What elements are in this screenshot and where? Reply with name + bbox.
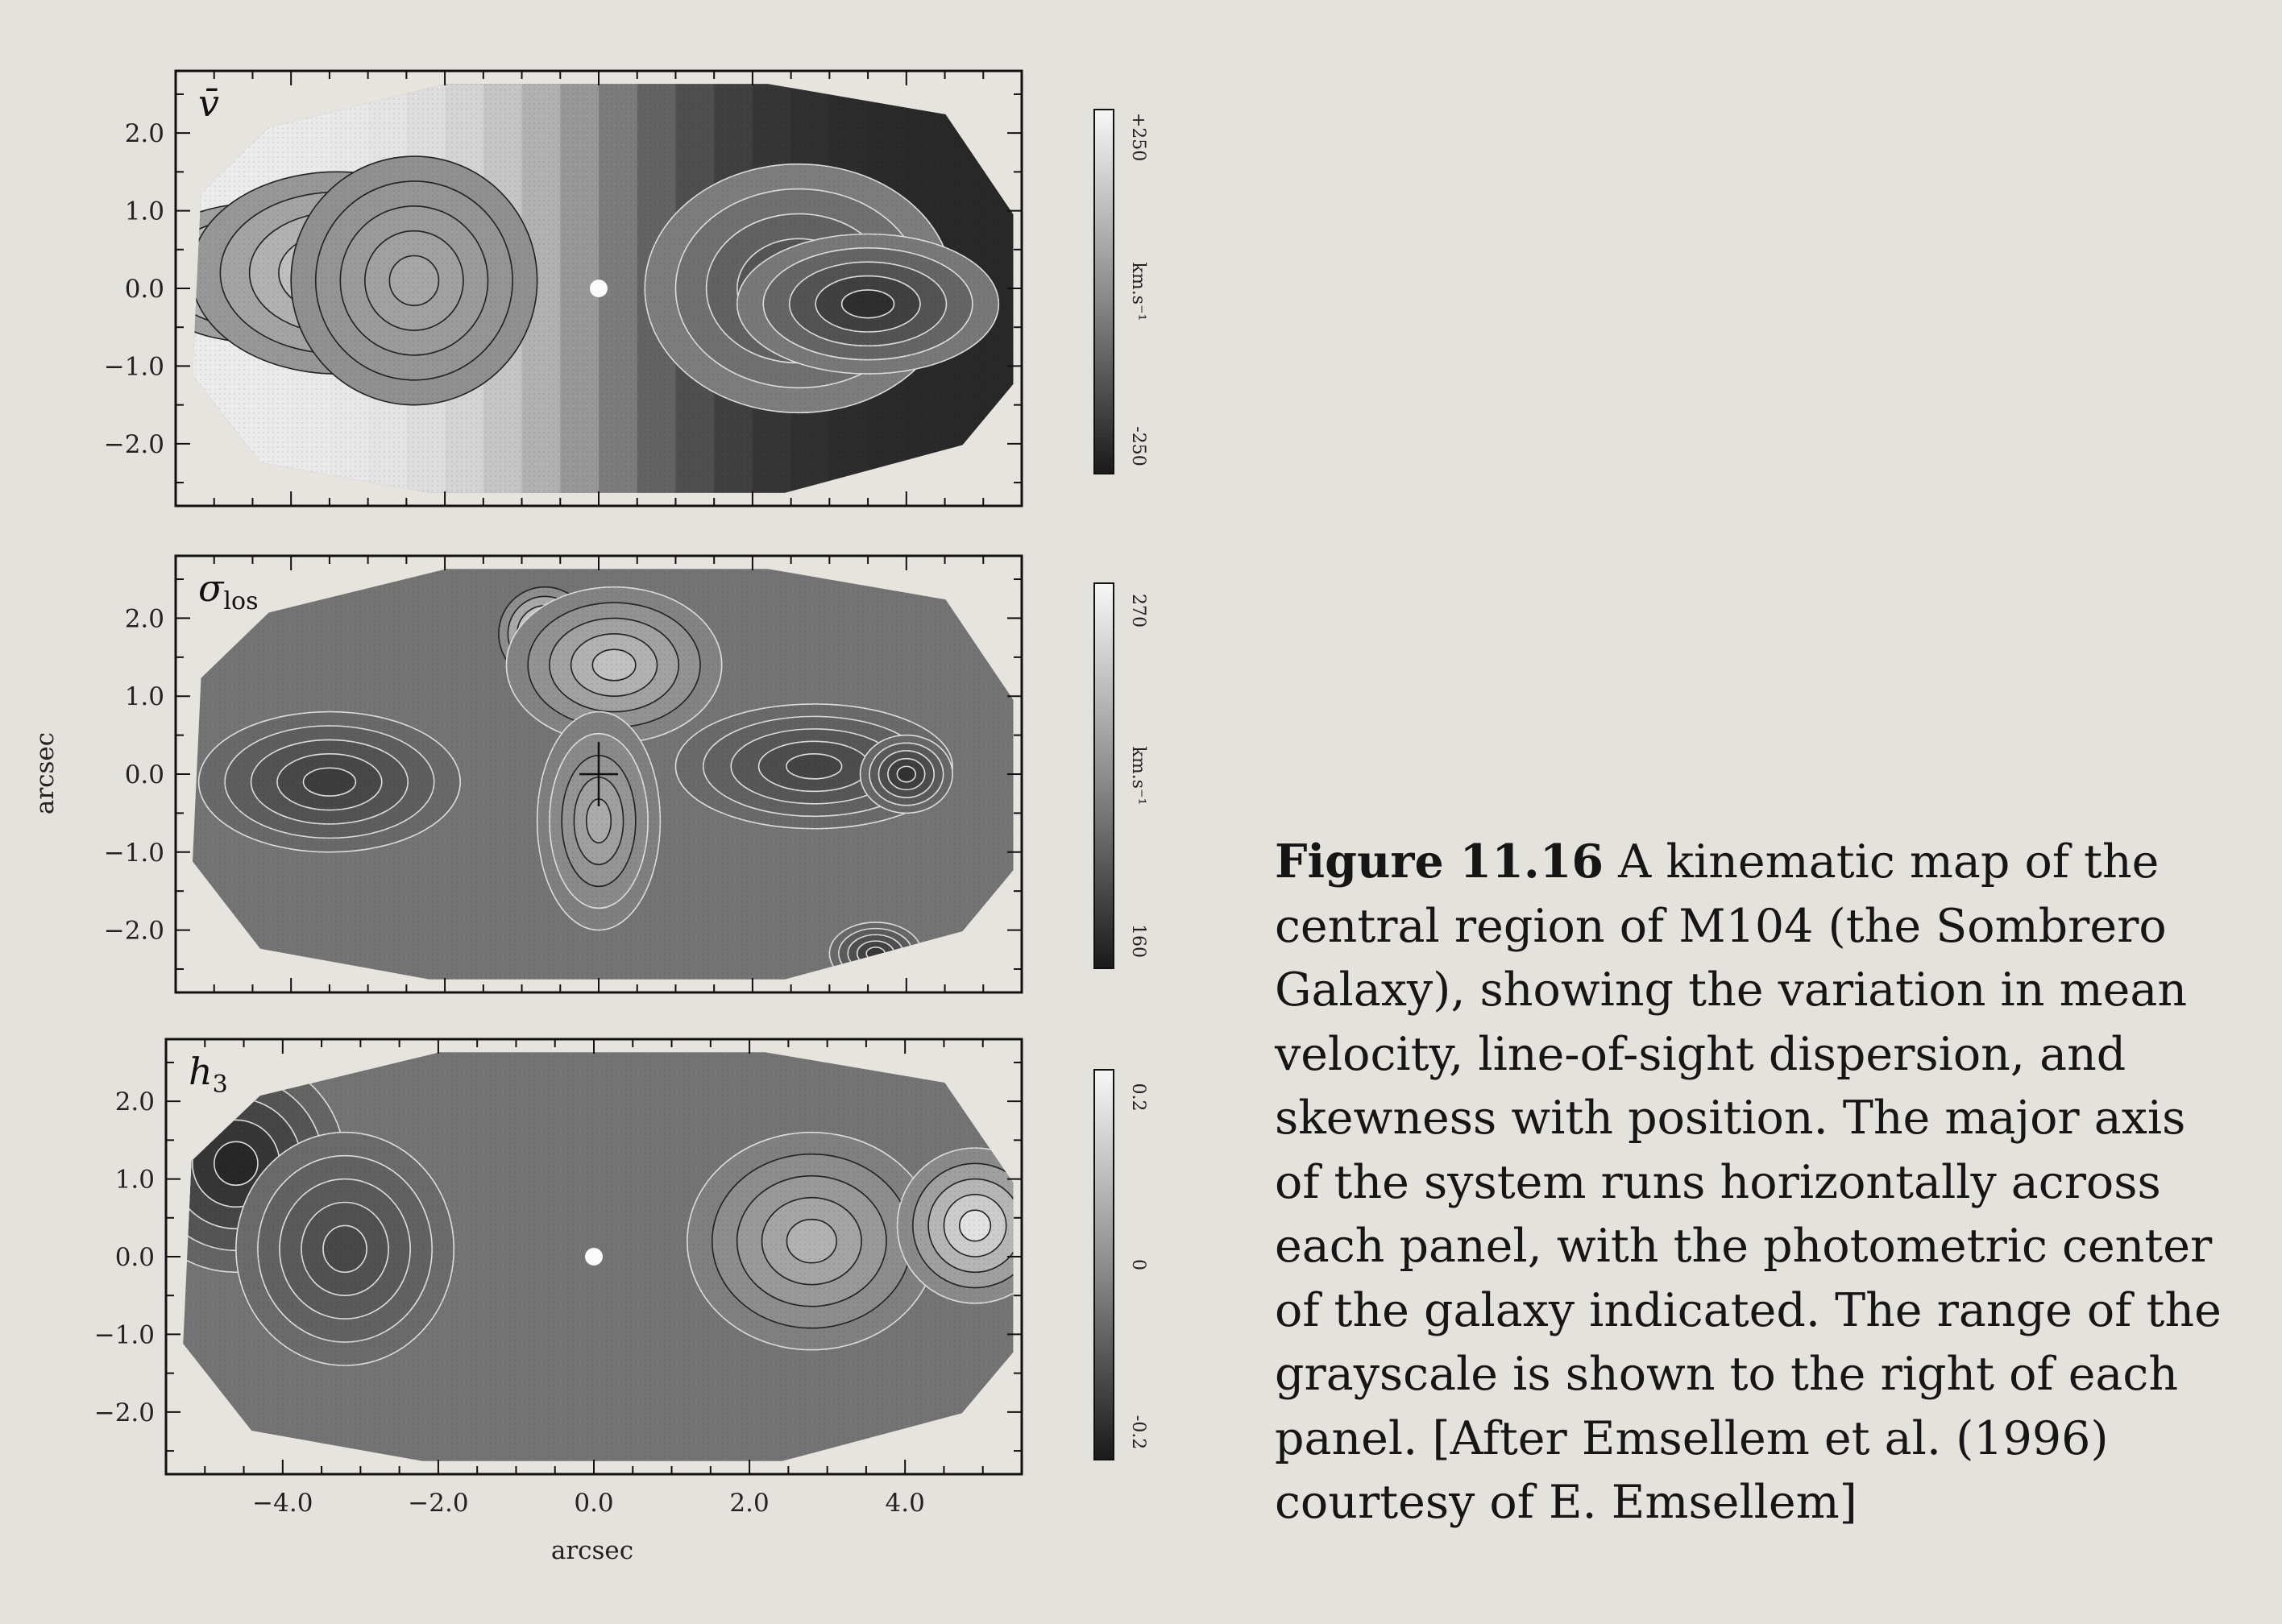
colorbar	[1094, 110, 1114, 474]
x-tick-label: −4.0	[252, 1489, 313, 1518]
y-tick-label: 0.0	[124, 760, 164, 789]
y-tick-label: −2.0	[93, 1398, 155, 1427]
y-tick-label: 1.0	[124, 197, 164, 226]
x-tick-label: 2.0	[729, 1489, 770, 1518]
panel-label-subscript: los	[223, 587, 259, 615]
colorbar	[1094, 1070, 1114, 1460]
colorbar-unit-label: km.s⁻¹	[1128, 262, 1148, 321]
y-tick-label: −1.0	[103, 838, 164, 868]
colorbar-mid-label: 0	[1128, 1259, 1148, 1270]
y-tick-label: 0.0	[124, 275, 164, 304]
y-tick-label: 1.0	[114, 1165, 155, 1195]
y-tick-label: 2.0	[124, 604, 164, 634]
x-tick-label: −2.0	[408, 1489, 469, 1518]
y-tick-label: −1.0	[93, 1320, 155, 1350]
map-shading	[137, 71, 1023, 506]
caption-text: A kinematic map of the central region of M104 (the Sombrero Galaxy), showing the variation in mean velocity, line-of-sight dispersion, and skewness with position. The major axis of the system runs horizontally across each panel, with the photometric center of the galaxy indicated. The range of the grayscale is shown to the right of each panel. [After Emsellem et al. (1996) courtesy of E. Emsellem]	[1275, 835, 2222, 1529]
photometric-center-dot	[590, 280, 608, 297]
y-tick-label: 2.0	[114, 1088, 155, 1117]
y-tick-label: 1.0	[124, 682, 164, 712]
y-tick-label: −2.0	[103, 429, 164, 459]
x-tick-label: 4.0	[885, 1489, 925, 1518]
photometric-center-dot	[585, 1248, 603, 1266]
x-axis-title: arcsec	[550, 1536, 634, 1565]
panel-label-subscript: 3	[212, 1071, 228, 1099]
x-tick-label: 0.0	[574, 1489, 614, 1518]
panel-skewness	[94, 1039, 1148, 1518]
colorbar-max-label: 0.2	[1128, 1083, 1148, 1112]
colorbar-max-label: 270	[1128, 594, 1148, 628]
panel-label: $h_3$	[189, 1050, 228, 1099]
panel-mean-velocity	[104, 71, 1148, 506]
panel-dispersion	[104, 556, 1148, 992]
y-tick-label: −2.0	[103, 916, 164, 946]
y-tick-label: 2.0	[124, 119, 164, 149]
figure-caption	[1275, 830, 2242, 1535]
colorbar-min-label: -0.2	[1128, 1415, 1148, 1450]
colorbar-unit-label: km.s⁻¹	[1128, 746, 1148, 806]
panel-label: $\sigma_{los}$	[198, 566, 259, 615]
colorbar-min-label: -250	[1128, 426, 1148, 466]
figure-number: Figure 11.16	[1275, 835, 1604, 889]
colorbar	[1094, 583, 1114, 968]
panel-label: v̄	[198, 81, 219, 125]
colorbar-min-label: 160	[1128, 924, 1148, 958]
colorbar-max-label: +250	[1128, 112, 1148, 162]
y-tick-label: −1.0	[103, 352, 164, 382]
y-axis-title: arcsec	[31, 731, 60, 815]
y-tick-label: 0.0	[114, 1243, 155, 1272]
